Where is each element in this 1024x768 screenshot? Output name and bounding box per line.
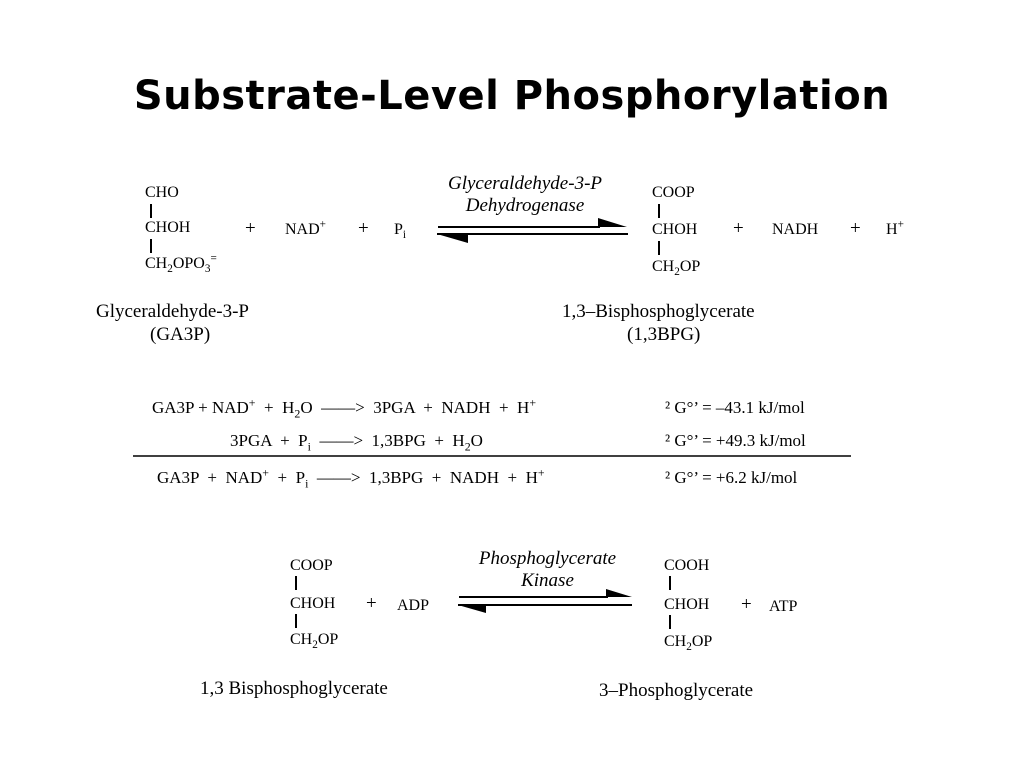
equilibrium-arrow [437, 218, 628, 243]
plus-sign: + [733, 218, 744, 239]
plus-sign: + [245, 218, 256, 239]
bpg-name: 1,3–Bisphosphoglycerate [562, 301, 755, 322]
atp-label: ATP [769, 598, 798, 615]
adp-label: ADP [397, 597, 430, 614]
plus-sign: + [358, 218, 369, 239]
pg3-name: 3–Phosphoglycerate [599, 680, 754, 701]
enzyme-name-line-1: Glyceraldehyde-3-P [447, 173, 603, 194]
enzyme-name-line-2: Dehydrogenase [465, 195, 585, 216]
nad-label: NAD+ [285, 218, 326, 238]
pg3-line-3: $CH_2OP$ [664, 633, 713, 654]
plus-sign: + [366, 593, 377, 614]
delta-g-row-2: ² G°’ = +49.3 kJ/mol [665, 431, 806, 450]
page-title: Substrate-Level Phosphorylation [133, 73, 891, 119]
delta-g-row-1: ² G°’ = –43.1 kJ/mol [665, 398, 805, 417]
pg3-line-1: COOH [664, 557, 710, 574]
ga3p-line-2: CHOH [145, 219, 191, 236]
equation-row-1: $GA3P + NAD^+ + H_2O$ ——> 3PGA + NADH + H+ [152, 395, 537, 421]
bpg-abbr: (1,3BPG) [627, 324, 701, 345]
h-plus-label: H+ [886, 218, 904, 238]
equation-row-3: $GA3P + NAD^+ + P_i$ ——> 1,3BPG + NADH + H+ [157, 465, 545, 491]
equation-row-2: $3PGA + P_i$ ——> $1,3BPG + H_2O$ [230, 431, 483, 454]
bpg2-line-2: CHOH [290, 595, 336, 612]
ga3p-line-1: CHO [145, 184, 179, 201]
enzyme-name-line-1: Phosphoglycerate [478, 548, 617, 569]
bpg2-line-1: COOP [290, 557, 333, 574]
delta-g-row-3: ² G°’ = +6.2 kJ/mol [665, 468, 798, 487]
ga3p-line-3: $CH_2OPO_3^=$ [145, 252, 217, 276]
pi-label: $P_i$ [394, 221, 407, 242]
plus-sign: + [741, 594, 752, 615]
ga3p-name: Glyceraldehyde-3-P [96, 301, 249, 322]
bpg-line-2: CHOH [652, 221, 698, 238]
bpg2-line-3: $CH_2OP$ [290, 631, 339, 652]
ga3p-abbr: (GA3P) [150, 324, 211, 345]
pg3-line-2: CHOH [664, 596, 710, 613]
nadh-label: NADH [772, 221, 819, 238]
plus-sign: + [850, 218, 861, 239]
bpg-line-3: $CH_2OP$ [652, 258, 701, 279]
equilibrium-arrow [458, 589, 632, 613]
bpg-line-1: COOP [652, 184, 695, 201]
enzyme-name-line-2: Kinase [521, 570, 574, 591]
bpg2-name: 1,3 Bisphosphoglycerate [200, 678, 388, 699]
